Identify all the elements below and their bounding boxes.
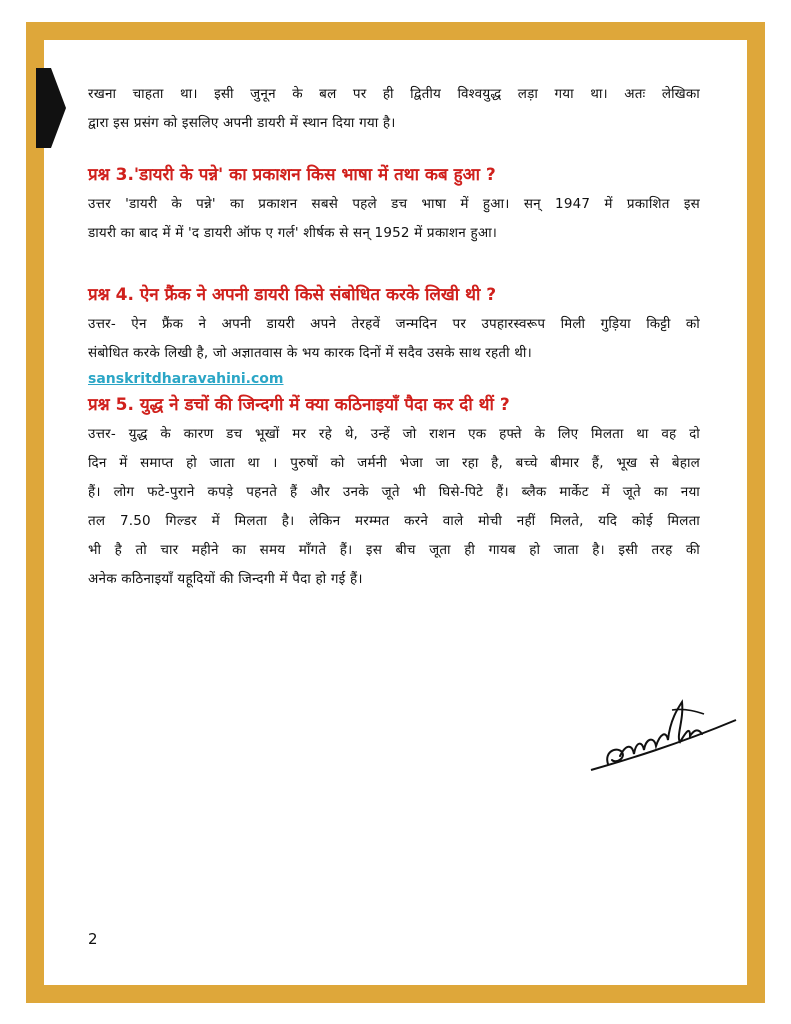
page-number: 2	[88, 930, 98, 948]
answer-5-line-6: अनेक कठिनाइयाँ यहूदियों की जिन्दगी में पैदा हो गई हैं।	[88, 571, 363, 587]
answer-5-line-2: दिन में समाप्त हो जाता था । पुरुषों को जर्मनी भेजा जा रहा है, बच्चे बीमार हैं, भूख से बेहाल	[88, 455, 700, 471]
answer-5-line-3: हैं। लोग फटे-पुराने कपड़े पहनते हैं और उनके जूते भी घिसे-पिटे हैं। ब्लैक मार्केट में जूते का नया	[88, 484, 700, 500]
answer-5-line-5: भी है तो चार महीने का समय माँगते हैं। इस बीच जूता ही गायब हो जाता है। इसी तरह की	[88, 542, 700, 558]
page-content	[88, 80, 700, 594]
question-4: प्रश्न 4. ऐन फ्रैंक ने अपनी डायरी किसे संबोधित करके लिखी थी ?	[88, 285, 497, 305]
answer-4-line-1: उत्तर- ऐन फ्रैंक ने अपनी डायरी अपने तेरहवें जन्मदिन पर उपहारस्वरूप मिली गुड़िया किट्टी को	[88, 316, 700, 332]
signature-icon	[586, 690, 746, 790]
question-5: प्रश्न 5. युद्ध ने डचों की जिन्दगी में क्या कठिनाइयाँ पैदा कर दी थीं ?	[88, 395, 510, 415]
answer-4-line-2: संबोधित करके लिखी है, जो अज्ञातवास के भय कारक दिनों में सदैव उसके साथ रहती थी।	[88, 345, 532, 361]
answer-3-line-2: डायरी का बाद में में 'द डायरी ऑफ ए गर्ल' शीर्षक से सन् 1952 में प्रकाशन हुआ।	[88, 225, 498, 241]
intro-line-2: द्वारा इस प्रसंग को इसलिए अपनी डायरी में स्थान दिया गया है।	[88, 115, 396, 131]
answer-5-line-1: उत्तर- युद्ध के कारण डच भूखों मर रहे थे, उन्हें जो राशन एक हफ्ते के लिए मिलता था वह दो	[88, 426, 700, 442]
website-link[interactable]: sanskritdharavahini.com	[88, 371, 284, 387]
intro-line-1: रखना चाहता था। इसी जुनून के बल पर ही द्वितीय विश्वयुद्ध लड़ा गया था। अतः लेखिका	[88, 86, 700, 102]
answer-3-line-1: उत्तर 'डायरी के पन्ने' का प्रकाशन सबसे पहले डच भाषा में हुआ। सन् 1947 में प्रकाशित इस	[88, 196, 700, 212]
answer-5-line-4: तल 7.50 गिल्डर में मिलता है। लेकिन मरम्मत करने वाले मोची नहीं मिलते, यदि कोई मिलता	[88, 513, 700, 529]
question-3: प्रश्न 3.'डायरी के पन्ने' का प्रकाशन किस भाषा में तथा कब हुआ ?	[88, 165, 496, 185]
